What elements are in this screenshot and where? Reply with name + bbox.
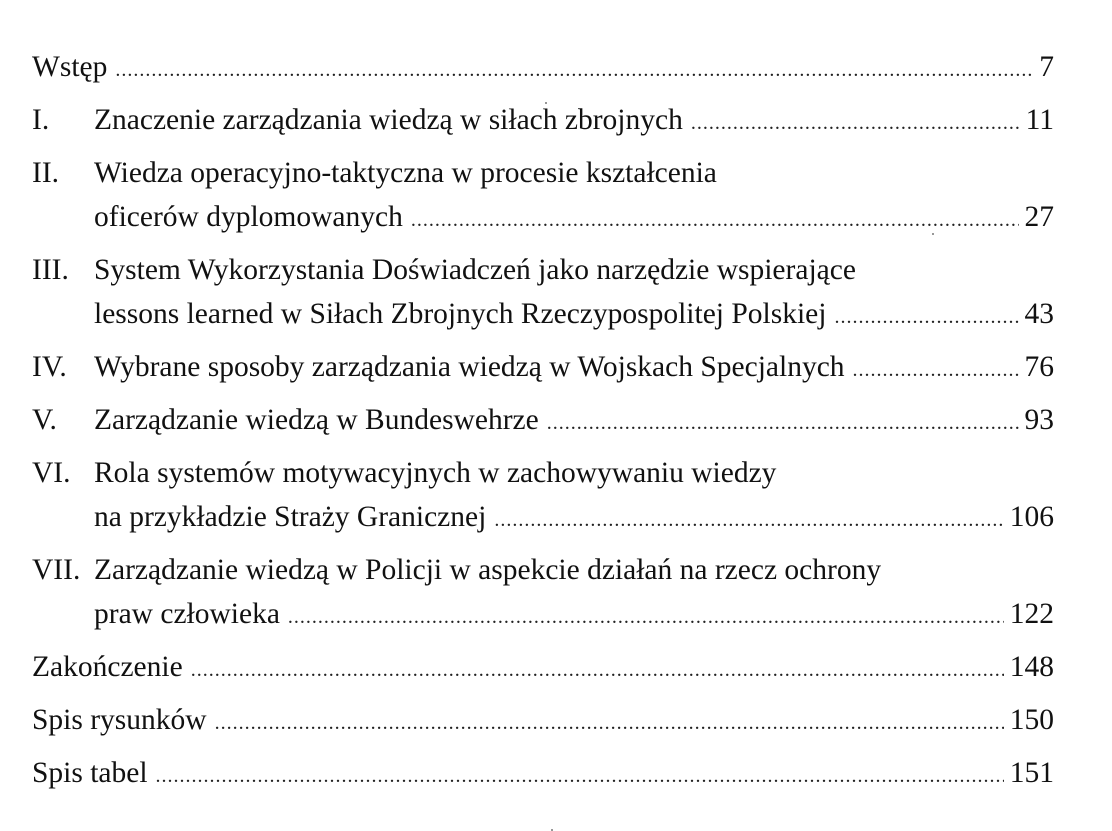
- toc-entry-title-line-1: Zarządzanie wiedzą w Policji w aspekcie działań na rzecz ochrony: [94, 554, 882, 586]
- chapter-number: VI.: [32, 457, 71, 489]
- dot-leader: [547, 401, 1019, 445]
- toc-entry-page: 43: [1024, 298, 1054, 330]
- toc-entry-page: 122: [1009, 598, 1054, 630]
- toc-entry-chapter-3: [32, 248, 1054, 339]
- dot-leader: [288, 595, 1004, 639]
- toc-entry-title-line-2: na przykładzie Straży Granicznej: [94, 501, 487, 533]
- toc-entry-page: 151: [1009, 757, 1054, 789]
- dot-leader: [834, 295, 1018, 339]
- dot-leader: [115, 48, 1033, 92]
- toc-entry-title: Spis rysunków: [32, 704, 207, 736]
- toc-entry-title-line-1: Rola systemów motywacyjnych w zachowywaniu wiedzy: [94, 457, 777, 489]
- toc-entry-title-line-2: oficerów dyplomowanych: [94, 201, 403, 233]
- toc-entry-title: Zakończenie: [32, 651, 183, 683]
- toc-entry-page: 11: [1025, 104, 1054, 136]
- toc-entry-chapter-2: [32, 151, 1054, 242]
- toc-entry-title-line-2: lessons learned w Siłach Zbrojnych Rzeczypospolitej Polskiej: [94, 298, 827, 330]
- chapter-number: III.: [32, 254, 69, 286]
- toc-entry-conclusion: [32, 645, 1054, 692]
- toc-entry-title: Znaczenie zarządzania wiedzą w siłach zbrojnych: [94, 104, 683, 136]
- chapter-number: V.: [32, 404, 57, 436]
- toc-entry-introduction: [32, 45, 1054, 92]
- toc-entry-chapter-7: [32, 548, 1054, 639]
- toc-entry-title-line-1: Wiedza operacyjno-taktyczna w procesie kształcenia: [94, 157, 717, 189]
- toc-entry-page: 148: [1009, 651, 1054, 683]
- toc-entry-page: 106: [1009, 501, 1054, 533]
- toc-entry-chapter-1: [32, 98, 1054, 145]
- toc-entry-page: 27: [1024, 201, 1054, 233]
- toc-entry-page: 93: [1024, 404, 1054, 436]
- toc-entry-page: 7: [1039, 51, 1054, 83]
- chapter-number: II.: [32, 157, 60, 189]
- dot-leader: [191, 648, 1004, 692]
- toc-entry-title: Spis tabel: [32, 757, 148, 789]
- scan-speck: [932, 233, 934, 235]
- table-of-contents: [32, 45, 1054, 798]
- toc-entry-title: Wstęp: [32, 51, 108, 83]
- toc-entry-title: Zarządzanie wiedzą w Bundeswehrze: [94, 404, 539, 436]
- dot-leader: [853, 348, 1019, 392]
- dot-leader: [215, 701, 1004, 745]
- dot-leader: [411, 198, 1019, 242]
- toc-entry-page: 150: [1009, 704, 1054, 736]
- scan-speck: [545, 102, 547, 104]
- toc-entry-title: Wybrane sposoby zarządzania wiedzą w Wojskach Specjalnych: [94, 351, 845, 383]
- dot-leader: [156, 754, 1004, 798]
- toc-entry-list-of-figures: [32, 698, 1054, 745]
- toc-entry-list-of-tables: [32, 751, 1054, 798]
- chapter-number: VII.: [32, 554, 81, 586]
- chapter-number: IV.: [32, 351, 67, 383]
- toc-entry-page: 76: [1024, 351, 1054, 383]
- toc-entry-title-line-1: System Wykorzystania Doświadczeń jako narzędzie wspierające: [94, 254, 856, 286]
- chapter-number: I.: [32, 104, 50, 136]
- toc-entry-title-line-2: praw człowieka: [94, 598, 280, 630]
- toc-entry-chapter-6: [32, 451, 1054, 542]
- dot-leader: [494, 498, 1003, 542]
- dot-leader: [691, 101, 1020, 145]
- toc-entry-chapter-5: [32, 398, 1054, 445]
- toc-entry-chapter-4: [32, 345, 1054, 392]
